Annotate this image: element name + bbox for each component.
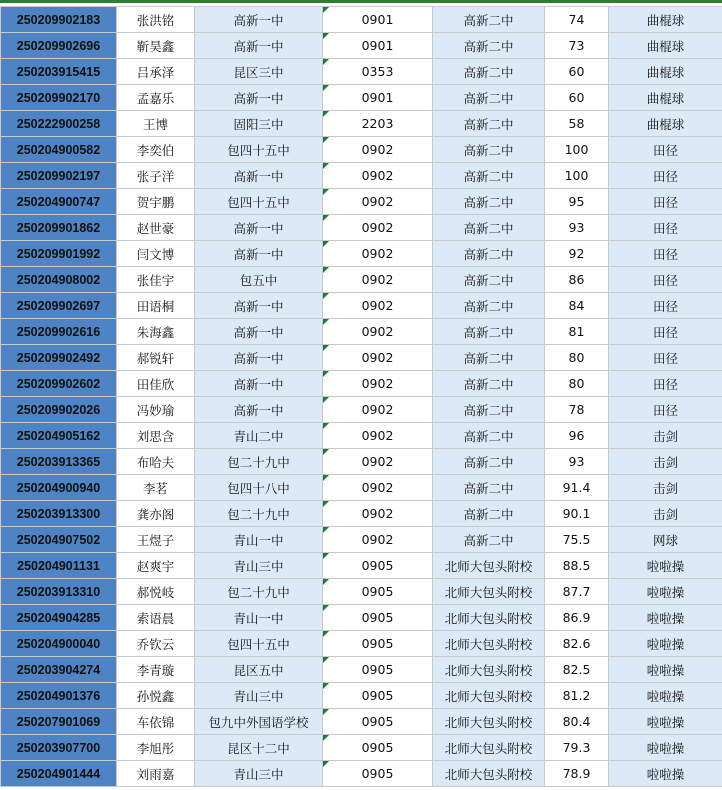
table-row: [1, 683, 722, 709]
student-name-cell[interactable]: 孙悦鑫: [117, 683, 195, 709]
score-cell[interactable]: 81.2: [545, 683, 609, 709]
sport-cell[interactable]: 田径: [609, 137, 722, 163]
score-cell[interactable]: 96: [545, 423, 609, 449]
code-cell[interactable]: 0353: [323, 59, 433, 85]
student-id-cell[interactable]: 250207901069: [1, 709, 117, 735]
student-id-cell[interactable]: 250209902183: [1, 7, 117, 33]
code-cell[interactable]: 0905: [323, 683, 433, 709]
target-school-cell[interactable]: 高新二中: [433, 319, 545, 345]
sport-cell[interactable]: 击剑: [609, 475, 722, 501]
code-cell[interactable]: 0905: [323, 631, 433, 657]
school-cell[interactable]: 高新一中: [195, 215, 323, 241]
school-cell[interactable]: 高新一中: [195, 345, 323, 371]
code-cell[interactable]: 0902: [323, 397, 433, 423]
target-school-cell[interactable]: 高新二中: [433, 449, 545, 475]
sport-cell[interactable]: 啦啦操: [609, 631, 722, 657]
code-cell[interactable]: 0902: [323, 449, 433, 475]
student-id-cell[interactable]: 250204901444: [1, 761, 117, 787]
score-cell[interactable]: 60: [545, 85, 609, 111]
student-name-cell[interactable]: 赵世豪: [117, 215, 195, 241]
table-row: [1, 397, 722, 423]
student-id-cell[interactable]: 250209902696: [1, 33, 117, 59]
code-cell[interactable]: 0905: [323, 553, 433, 579]
target-school-cell[interactable]: 高新二中: [433, 137, 545, 163]
school-cell[interactable]: 青山三中: [195, 683, 323, 709]
table-row: [1, 319, 722, 345]
code-cell[interactable]: 0905: [323, 761, 433, 787]
sport-cell[interactable]: 田径: [609, 371, 722, 397]
sport-cell[interactable]: 啦啦操: [609, 605, 722, 631]
code-cell[interactable]: 0905: [323, 605, 433, 631]
school-cell[interactable]: 高新一中: [195, 33, 323, 59]
target-school-cell[interactable]: 高新二中: [433, 345, 545, 371]
code-cell[interactable]: 0902: [323, 267, 433, 293]
score-cell[interactable]: 58: [545, 111, 609, 137]
student-name-cell[interactable]: 吕承泽: [117, 59, 195, 85]
sport-cell[interactable]: 田径: [609, 397, 722, 423]
score-cell[interactable]: 73: [545, 33, 609, 59]
table-row: [1, 579, 722, 605]
student-name-cell[interactable]: 布哈夫: [117, 449, 195, 475]
code-cell[interactable]: 0901: [323, 7, 433, 33]
score-cell[interactable]: 82.5: [545, 657, 609, 683]
table-row: [1, 267, 722, 293]
score-cell[interactable]: 82.6: [545, 631, 609, 657]
score-cell[interactable]: 80: [545, 371, 609, 397]
score-cell[interactable]: 86.9: [545, 605, 609, 631]
school-cell[interactable]: 高新一中: [195, 7, 323, 33]
sport-cell[interactable]: 啦啦操: [609, 761, 722, 787]
target-school-cell[interactable]: 北师大包头附校: [433, 657, 545, 683]
student-name-cell[interactable]: 乔钦云: [117, 631, 195, 657]
student-name-cell[interactable]: 郝锐轩: [117, 345, 195, 371]
student-name-cell[interactable]: 车依锦: [117, 709, 195, 735]
school-cell[interactable]: 青山二中: [195, 423, 323, 449]
score-cell[interactable]: 75.5: [545, 527, 609, 553]
student-id-cell[interactable]: 250203913310: [1, 579, 117, 605]
student-name-cell[interactable]: 李奕伯: [117, 137, 195, 163]
student-name-cell[interactable]: 张洪铭: [117, 7, 195, 33]
code-cell[interactable]: 0905: [323, 735, 433, 761]
student-name-cell[interactable]: 张子洋: [117, 163, 195, 189]
student-name-cell[interactable]: 李茗: [117, 475, 195, 501]
target-school-cell[interactable]: 高新二中: [433, 189, 545, 215]
table-row: [1, 423, 722, 449]
sport-cell[interactable]: 田径: [609, 215, 722, 241]
table-row: [1, 657, 722, 683]
student-id-cell[interactable]: 250209902602: [1, 371, 117, 397]
table-row: [1, 7, 722, 33]
target-school-cell[interactable]: 北师大包头附校: [433, 553, 545, 579]
target-school-cell[interactable]: 北师大包头附校: [433, 631, 545, 657]
student-id-cell[interactable]: 250204900747: [1, 189, 117, 215]
code-cell[interactable]: 0902: [323, 371, 433, 397]
score-cell[interactable]: 100: [545, 137, 609, 163]
score-cell[interactable]: 81: [545, 319, 609, 345]
school-cell[interactable]: 高新一中: [195, 293, 323, 319]
student-name-cell[interactable]: 索语晨: [117, 605, 195, 631]
score-cell[interactable]: 92: [545, 241, 609, 267]
table-row: [1, 59, 722, 85]
student-id-cell[interactable]: 250204900582: [1, 137, 117, 163]
school-cell[interactable]: 昆区三中: [195, 59, 323, 85]
sport-cell[interactable]: 啦啦操: [609, 735, 722, 761]
sport-cell[interactable]: 击剑: [609, 501, 722, 527]
school-cell[interactable]: 高新一中: [195, 319, 323, 345]
target-school-cell[interactable]: 高新二中: [433, 293, 545, 319]
school-cell[interactable]: 包五中: [195, 267, 323, 293]
target-school-cell[interactable]: 高新二中: [433, 163, 545, 189]
score-cell[interactable]: 93: [545, 449, 609, 475]
table-row: [1, 189, 722, 215]
student-name-cell[interactable]: 刘雨嘉: [117, 761, 195, 787]
sport-cell[interactable]: 田径: [609, 189, 722, 215]
code-cell[interactable]: 0905: [323, 657, 433, 683]
sport-cell[interactable]: 击剑: [609, 449, 722, 475]
target-school-cell[interactable]: 高新二中: [433, 241, 545, 267]
target-school-cell[interactable]: 高新二中: [433, 59, 545, 85]
student-id-cell[interactable]: 250204905162: [1, 423, 117, 449]
target-school-cell[interactable]: 北师大包头附校: [433, 735, 545, 761]
table-row: [1, 605, 722, 631]
code-cell[interactable]: 0902: [323, 475, 433, 501]
target-school-cell[interactable]: 北师大包头附校: [433, 761, 545, 787]
table-row: [1, 163, 722, 189]
table-row: [1, 293, 722, 319]
student-id-cell[interactable]: 250209902026: [1, 397, 117, 423]
school-cell[interactable]: 包四十八中: [195, 475, 323, 501]
code-cell[interactable]: 0902: [323, 293, 433, 319]
student-id-cell[interactable]: 250203913365: [1, 449, 117, 475]
student-id-cell[interactable]: 250222900258: [1, 111, 117, 137]
student-name-cell[interactable]: 龚亦阁: [117, 501, 195, 527]
code-cell[interactable]: 0902: [323, 241, 433, 267]
code-cell[interactable]: 0902: [323, 345, 433, 371]
code-cell[interactable]: 0902: [323, 189, 433, 215]
target-school-cell[interactable]: 高新二中: [433, 397, 545, 423]
school-cell[interactable]: 包二十九中: [195, 449, 323, 475]
student-id-cell[interactable]: 250203913300: [1, 501, 117, 527]
student-name-cell[interactable]: 靳昊鑫: [117, 33, 195, 59]
student-name-cell[interactable]: 李旭彤: [117, 735, 195, 761]
student-id-cell[interactable]: 250209902170: [1, 85, 117, 111]
school-cell[interactable]: 高新一中: [195, 371, 323, 397]
student-id-cell[interactable]: 250209901992: [1, 241, 117, 267]
code-cell[interactable]: 0901: [323, 33, 433, 59]
results-table: [0, 6, 722, 787]
code-cell[interactable]: 0902: [323, 501, 433, 527]
sport-cell[interactable]: 啦啦操: [609, 683, 722, 709]
score-cell[interactable]: 78.9: [545, 761, 609, 787]
student-id-cell[interactable]: 250204901376: [1, 683, 117, 709]
school-cell[interactable]: 昆区五中: [195, 657, 323, 683]
student-id-cell[interactable]: 250204904285: [1, 605, 117, 631]
table-row: [1, 761, 722, 787]
code-cell[interactable]: 0902: [323, 215, 433, 241]
student-id-cell[interactable]: 250203904274: [1, 657, 117, 683]
student-name-cell[interactable]: 郝悦岐: [117, 579, 195, 605]
score-cell[interactable]: 60: [545, 59, 609, 85]
school-cell[interactable]: 青山三中: [195, 553, 323, 579]
student-id-cell[interactable]: 250203907700: [1, 735, 117, 761]
student-name-cell[interactable]: 贺宇鹏: [117, 189, 195, 215]
score-cell[interactable]: 86: [545, 267, 609, 293]
target-school-cell[interactable]: 高新二中: [433, 371, 545, 397]
student-name-cell[interactable]: 李青璇: [117, 657, 195, 683]
sport-cell[interactable]: 曲棍球: [609, 59, 722, 85]
student-name-cell[interactable]: 张佳宇: [117, 267, 195, 293]
sport-cell[interactable]: 曲棍球: [609, 7, 722, 33]
sport-cell[interactable]: 田径: [609, 319, 722, 345]
sport-cell[interactable]: 击剑: [609, 423, 722, 449]
target-school-cell[interactable]: 北师大包头附校: [433, 709, 545, 735]
code-cell[interactable]: 0905: [323, 709, 433, 735]
score-cell[interactable]: 87.7: [545, 579, 609, 605]
sport-cell[interactable]: 曲棍球: [609, 33, 722, 59]
table-row: [1, 241, 722, 267]
table-row: [1, 449, 722, 475]
target-school-cell[interactable]: 高新二中: [433, 527, 545, 553]
student-name-cell[interactable]: 王煜子: [117, 527, 195, 553]
target-school-cell[interactable]: 北师大包头附校: [433, 605, 545, 631]
school-cell[interactable]: 包二十九中: [195, 579, 323, 605]
student-name-cell[interactable]: 冯妙瑜: [117, 397, 195, 423]
table-row: [1, 345, 722, 371]
code-cell[interactable]: 0905: [323, 579, 433, 605]
target-school-cell[interactable]: 北师大包头附校: [433, 579, 545, 605]
table-row: [1, 137, 722, 163]
student-name-cell[interactable]: 田佳欣: [117, 371, 195, 397]
student-name-cell[interactable]: 刘思含: [117, 423, 195, 449]
score-cell[interactable]: 80: [545, 345, 609, 371]
school-cell[interactable]: 高新一中: [195, 85, 323, 111]
table-body: [1, 7, 722, 787]
table-row: [1, 111, 722, 137]
target-school-cell[interactable]: 高新二中: [433, 423, 545, 449]
table-row: [1, 553, 722, 579]
score-cell[interactable]: 88.5: [545, 553, 609, 579]
sport-cell[interactable]: 曲棍球: [609, 85, 722, 111]
student-id-cell[interactable]: 250209902616: [1, 319, 117, 345]
student-name-cell[interactable]: 王博: [117, 111, 195, 137]
student-id-cell[interactable]: 250209902697: [1, 293, 117, 319]
sport-cell[interactable]: 田径: [609, 241, 722, 267]
sport-cell[interactable]: 网球: [609, 527, 722, 553]
school-cell[interactable]: 包九中外国语学校: [195, 709, 323, 735]
code-cell[interactable]: 0901: [323, 85, 433, 111]
sport-cell[interactable]: 啦啦操: [609, 709, 722, 735]
sport-cell[interactable]: 田径: [609, 293, 722, 319]
table-row: [1, 371, 722, 397]
sport-cell[interactable]: 啦啦操: [609, 579, 722, 605]
school-cell[interactable]: 包二十九中: [195, 501, 323, 527]
score-cell[interactable]: 95: [545, 189, 609, 215]
code-cell[interactable]: 2203: [323, 111, 433, 137]
sport-cell[interactable]: 田径: [609, 267, 722, 293]
school-cell[interactable]: 青山一中: [195, 605, 323, 631]
target-school-cell[interactable]: 高新二中: [433, 267, 545, 293]
target-school-cell[interactable]: 高新二中: [433, 215, 545, 241]
school-cell[interactable]: 高新一中: [195, 397, 323, 423]
table-row: [1, 709, 722, 735]
student-id-cell[interactable]: 250203915415: [1, 59, 117, 85]
code-cell[interactable]: 0902: [323, 423, 433, 449]
school-cell[interactable]: 包四十五中: [195, 631, 323, 657]
target-school-cell[interactable]: 高新二中: [433, 501, 545, 527]
target-school-cell[interactable]: 高新二中: [433, 111, 545, 137]
table-row: [1, 527, 722, 553]
score-cell[interactable]: 91.4: [545, 475, 609, 501]
sport-cell[interactable]: 啦啦操: [609, 553, 722, 579]
score-cell[interactable]: 84: [545, 293, 609, 319]
score-cell[interactable]: 74: [545, 7, 609, 33]
target-school-cell[interactable]: 北师大包头附校: [433, 683, 545, 709]
student-id-cell[interactable]: 250204907502: [1, 527, 117, 553]
score-cell[interactable]: 93: [545, 215, 609, 241]
score-cell[interactable]: 90.1: [545, 501, 609, 527]
student-name-cell[interactable]: 孟嘉乐: [117, 85, 195, 111]
table-row: [1, 735, 722, 761]
school-cell[interactable]: 包四十五中: [195, 189, 323, 215]
sport-cell[interactable]: 曲棍球: [609, 111, 722, 137]
score-cell[interactable]: 79.3: [545, 735, 609, 761]
code-cell[interactable]: 0902: [323, 163, 433, 189]
school-cell[interactable]: 青山一中: [195, 527, 323, 553]
table-row: [1, 33, 722, 59]
student-name-cell[interactable]: 赵爽宇: [117, 553, 195, 579]
code-cell[interactable]: 0902: [323, 527, 433, 553]
school-cell[interactable]: 高新一中: [195, 241, 323, 267]
student-name-cell[interactable]: 田语桐: [117, 293, 195, 319]
target-school-cell[interactable]: 高新二中: [433, 85, 545, 111]
score-cell[interactable]: 78: [545, 397, 609, 423]
student-id-cell[interactable]: 250209901862: [1, 215, 117, 241]
school-cell[interactable]: 固阳三中: [195, 111, 323, 137]
table-row: [1, 501, 722, 527]
student-id-cell[interactable]: 250209902197: [1, 163, 117, 189]
table-row: [1, 631, 722, 657]
score-cell[interactable]: 100: [545, 163, 609, 189]
school-cell[interactable]: 包四十五中: [195, 137, 323, 163]
code-cell[interactable]: 0902: [323, 137, 433, 163]
student-name-cell[interactable]: 朱海鑫: [117, 319, 195, 345]
school-cell[interactable]: 高新一中: [195, 163, 323, 189]
student-id-cell[interactable]: 250204908002: [1, 267, 117, 293]
target-school-cell[interactable]: 高新二中: [433, 33, 545, 59]
table-row: [1, 215, 722, 241]
sport-cell[interactable]: 啦啦操: [609, 657, 722, 683]
target-school-cell[interactable]: 高新二中: [433, 7, 545, 33]
target-school-cell[interactable]: 高新二中: [433, 475, 545, 501]
school-cell[interactable]: 青山三中: [195, 761, 323, 787]
score-cell[interactable]: 80.4: [545, 709, 609, 735]
student-name-cell[interactable]: 闫文博: [117, 241, 195, 267]
table-row: [1, 85, 722, 111]
sport-cell[interactable]: 田径: [609, 345, 722, 371]
student-id-cell[interactable]: 250209902492: [1, 345, 117, 371]
student-id-cell[interactable]: 250204901131: [1, 553, 117, 579]
table-row: [1, 475, 722, 501]
code-cell[interactable]: 0902: [323, 319, 433, 345]
student-id-cell[interactable]: 250204900940: [1, 475, 117, 501]
student-id-cell[interactable]: 250204900040: [1, 631, 117, 657]
school-cell[interactable]: 昆区十二中: [195, 735, 323, 761]
sport-cell[interactable]: 田径: [609, 163, 722, 189]
